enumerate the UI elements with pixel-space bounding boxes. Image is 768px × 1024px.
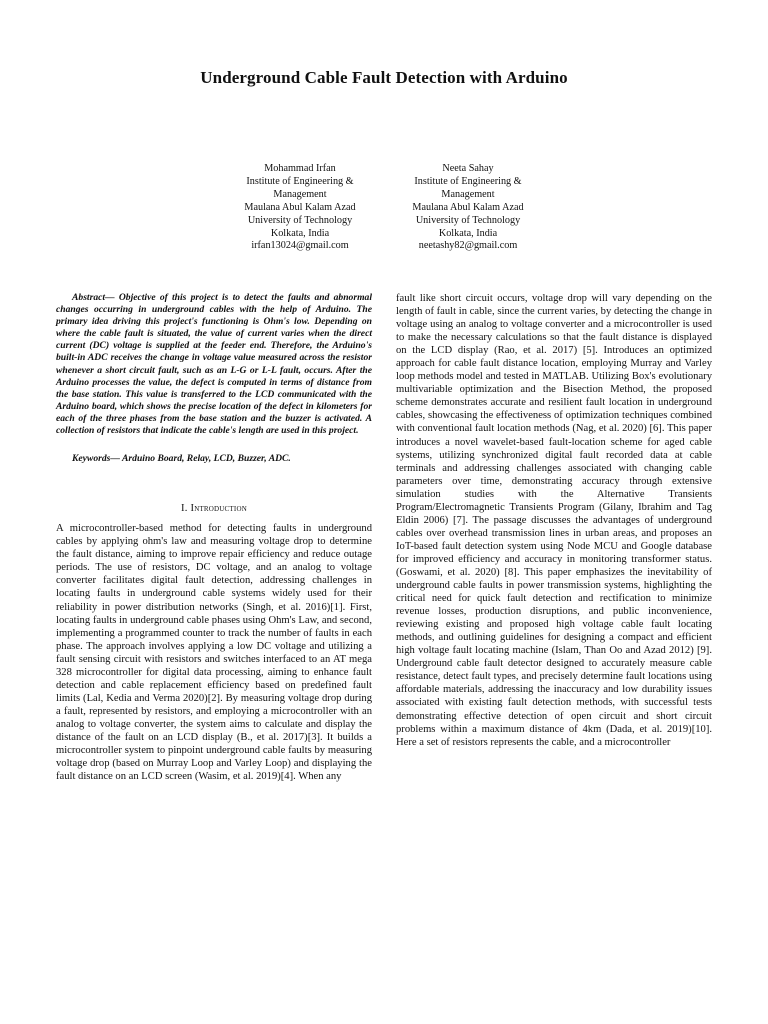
author-affiliation: Management — [441, 188, 495, 200]
intro-paragraph-right: fault like short circuit occurs, voltage drop will vary depending on the length of fault in cable, since the current varies, by detecting the change in voltage using an analog to voltage converter and a microcontroller is used to make the necessary calculations so that the fault distance is displayed on the LCD display (Rao, et al. 2017) [5]. Introduces an optimized approach for cable fault distance location, employing Murray and Varley loop methods model and tested in MATLAB. Utilizing Box's evolutionary multivariable optimization and the Bisection Method, the proposed scheme demonstrates accurate and resilient fault location in underground cables, showcasing the effectiveness of optimization techniques combined with conventional fault location methods (Nag, et al. 2020) [6]. This paper introduces a novel wavelet-based fault-location scheme for aged cable systems, utilizing synchronized digital fault recorded data at cable terminals and addressing challenges associated with changing cable parameters over time, demonstrating accuracy through extensive simulation studies with the Alternative Transients Program/Electromagnetic Transients Program (Gilany, Ibrahim and Tag Eldin 2006) [7]. The passage discusses the advantages of underground cables over overhead transmission lines in urban areas, and proposes an IoT-based fault detection system using Node MCU and Google database for improved efficiency and accuracy in monitoring transformer status. (Goswami, et al. 2020) [8]. This paper emphasizes the inevitability of underground cable faults in power transmission systems, highlighting the critical need for quick fault detection and rectification to minimize revenue losses, production disruptions, and public inconvenience, reviewing existing and proposed high voltage cable fault locating methods, and outlining guidelines for designing a compact and efficient high voltage fault locating machine (Islam, Than Oo and Azad 2012) [9]. Underground cable fault detector designed to accurately measure cable resistance, detect fault types, and precisely determine fault locations using affordable materials, addressing the inaccuracy and low durability issues associated with existing fault detection methods, with successful tests demonstrating effective detection of open circuit and short circuit problems within a maximum distance of 4km (Dada, et al. 2019)[10]. Here a set of resistors represents the cable, and a microcontroller — [396, 293, 712, 748]
author-name: Mohammad Irfan — [264, 163, 336, 174]
section-title: Introduction — [190, 503, 247, 515]
author-affiliation: Maulana Abul Kalam Azad — [412, 201, 524, 213]
section-heading — [56, 503, 372, 514]
keywords: Keywords— Arduino Board, Relay, LCD, Buzzer, ADC. — [72, 453, 291, 465]
author-email: neetashy82@gmail.com — [418, 240, 518, 252]
author-affiliation: Institute of Engineering & — [414, 175, 522, 187]
author-affiliation: University of Technology — [247, 214, 353, 226]
paper-title: Underground Cable Fault Detection with Arduino — [200, 68, 568, 87]
author-block-1 — [215, 163, 385, 253]
author-affiliation: Maulana Abul Kalam Azad — [244, 201, 356, 213]
author-affiliation: Institute of Engineering & — [246, 175, 354, 187]
author-location: Kolkata, India — [270, 227, 330, 239]
right-column — [396, 292, 712, 749]
author-affiliation: University of Technology — [415, 214, 521, 226]
author-name: Neeta Sahay — [442, 163, 494, 174]
author-location: Kolkata, India — [438, 227, 498, 239]
section-number: I. — [181, 503, 188, 515]
left-column — [56, 292, 372, 783]
intro-paragraph-left: A microcontroller-based method for detecting faults in underground cables by applying ohm's law and measuring voltage drop to determine the fault distance, aiming to improve repair efficiency and reduce outage periods. The use of resistors, DC voltage, and an analog to voltage converter facilitates digital fault detection, addressing challenges in locating faults in underground cable systems widely used for their reliability in power distribution networks (Singh, et al. 2016)[1]. First, locating faults in underground cable phases using Ohm's Law, and second, implementing a programmed counter to track the number of faults in each phase. The approach involves applying a low DC voltage and utilizing a fault sensing circuit with resistors and switches interfaced to an AT mega 328 microcontroller for digital data processing, aiming to enhance fault detection and cable replacement efficiency based on predefined fault limits (Lal, Kedia and Verma 2020)[2]. By measuring voltage drop during a fault, represented by resistors, and employing a microcontroller with an analog to voltage converter, the system aims to calculate and display the distance of the fault on an LCD display (B., et al. 2017)[3]. It builds a microcontroller system to pinpoint underground cable faults by measuring voltage drop (based on Murray Loop and Varley Loop) and displaying the fault distance on an LCD screen (Wasim, et al. 2019)[4]. When any — [56, 523, 372, 783]
abstract: Abstract— Objective of this project is to detect the faults and abnormal changes occurring in underground cables with the help of Arduino. The primary idea driving this project's functioning is Ohm's low. Depending on where the cable fault is situated, the value of current varies when the direct current (DC) voltage is supplied at the feeder end. Therefore, the Arduino's built-in ADC receives the change in voltage value measured across the resistor whenever a short circuit fault, such as an L-G or L-L fault, occurs. After the Arduino processes the value, the defect is computed in terms of distance from the base station. This value is transferred to the LCD communicated with the Arduino board, which shows the precise location of the defect in kilometers for each of the three phases from the base station and the buzzer is activated. A collection of resistors that indicate the cable's length are used in this project. — [56, 292, 372, 437]
author-email: irfan13024@gmail.com — [251, 240, 349, 252]
author-block-2 — [383, 163, 553, 253]
author-affiliation: Management — [273, 188, 327, 200]
